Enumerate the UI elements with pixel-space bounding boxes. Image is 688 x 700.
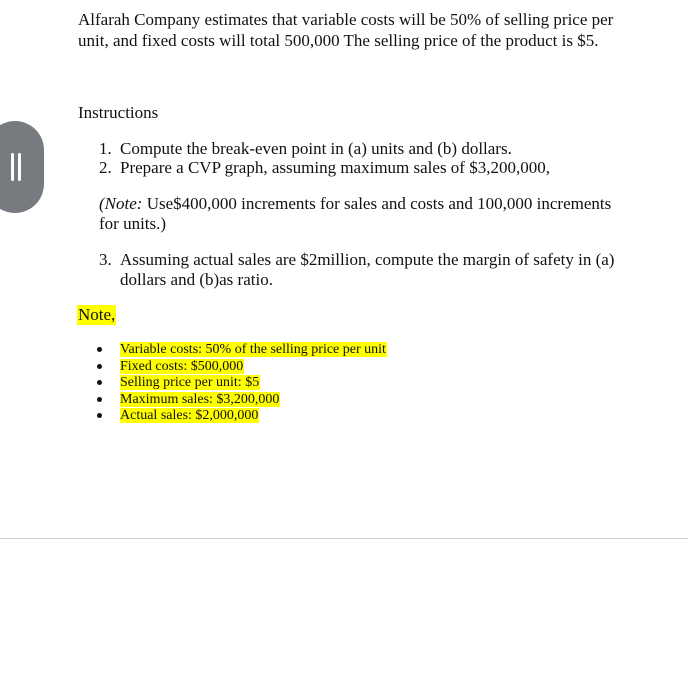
step-1-text: Compute the break-even point in (a) units and (b) dollars. [120,139,512,158]
step-3-line-2: dollars and (b)as ratio. [120,270,273,289]
intro-line-1: Alfarah Company estimates that variable costs will be 50% of selling price per [78,10,614,29]
list-item [94,408,387,425]
step-2 [99,158,550,178]
note-line-1: Use$400,000 increments for sales and costs and 100,000 increments [142,194,612,213]
note-line-2: for units.) [99,214,167,233]
divider [0,538,688,539]
step-3 [99,250,614,290]
handle-grip-bar [18,153,21,181]
bullet-icon [97,380,102,385]
list-item [94,342,387,359]
note-item-maximum-sales: Maximum sales: $3,200,000 [120,391,280,407]
list-item [94,392,387,409]
note-heading: Note, [78,305,116,324]
step-2-number: 2. [99,158,112,177]
bullet-icon [97,413,102,418]
step-1-number: 1. [99,139,112,158]
list-item [94,359,387,376]
units-note-paragraph [99,194,639,234]
step-2-text: Prepare a CVP graph, assuming maximum sales of $3,200,000, [120,158,550,177]
note-item-actual-sales: Actual sales: $2,000,000 [120,408,259,423]
note-item-selling-price: Selling price per unit: $5 [120,375,260,390]
step-3-line-1: Assuming actual sales are $2million, compute the margin of safety in (a) [120,250,615,269]
handle-grip-bar [11,153,14,181]
drag-handle-icon[interactable] [0,121,44,213]
step-1 [99,139,512,159]
note-prefix: (Note: [99,194,143,213]
note-item-fixed-costs: Fixed costs: $500,000 [120,358,244,374]
bullet-icon [97,364,102,369]
note-item-variable-costs: Variable costs: 50% of the selling price per unit [120,342,386,357]
list-item [94,375,387,392]
bullet-icon [97,347,102,352]
instructions-heading: Instructions [78,103,159,122]
intro-line-2: unit, and fixed costs will total 500,000 The selling price of the product is $5. [78,31,599,50]
note-bullet-list [94,342,387,425]
intro-paragraph [78,9,658,51]
bullet-icon [97,397,102,402]
step-3-number: 3. [99,250,112,269]
